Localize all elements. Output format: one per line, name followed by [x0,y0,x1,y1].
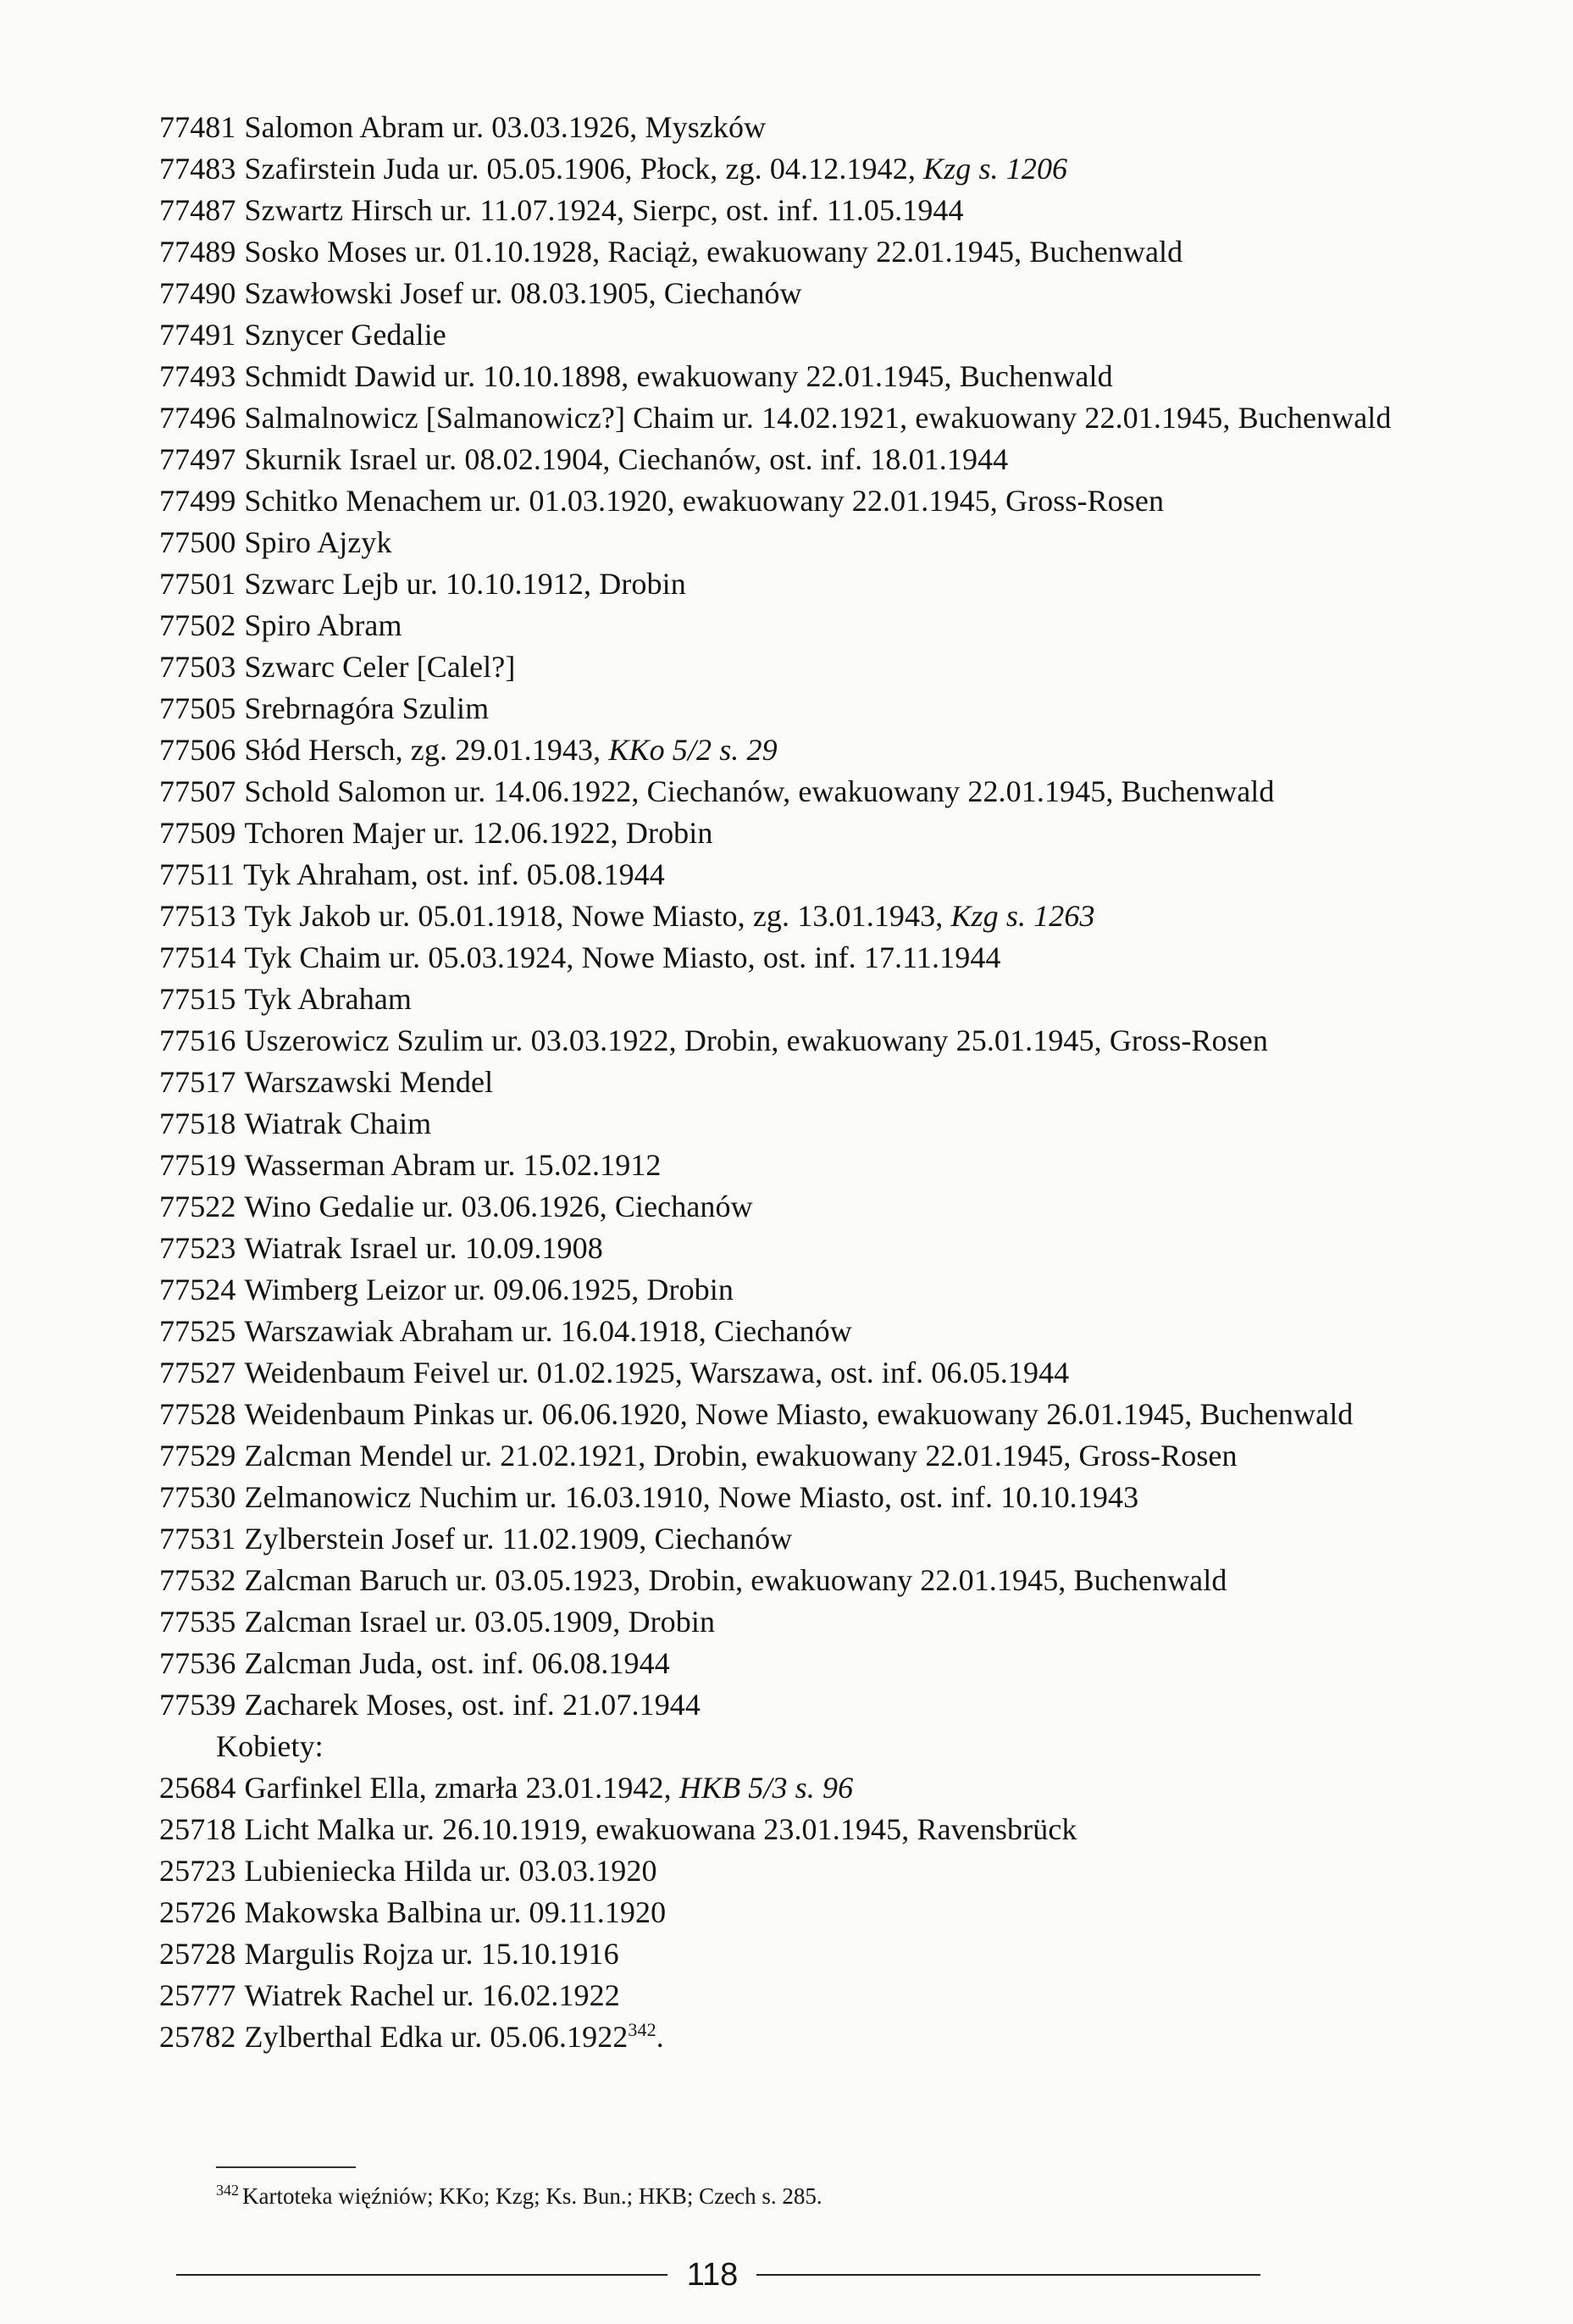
prisoner-number: 77493 [159,359,236,393]
page-number-rule-left [176,2274,667,2276]
entry-text: Wino Gedalie ur. 03.06.1926, Ciechanów [244,1190,753,1223]
entry-text: Zelmanowicz Nuchim ur. 16.03.1910, Nowe Miasto, ost. inf. 10.10.1943 [244,1480,1139,1514]
list-item [159,439,1531,480]
entry-text: Salmalnowicz [Salmanowicz?] Chaim ur. 14.02.1921, ewakuowany 22.01.1945, Buchenwald [244,401,1392,435]
prisoner-number: 77518 [159,1107,236,1140]
prisoner-number: 77506 [159,733,236,767]
entry-text: Lubieniecka Hilda ur. 03.03.1920 [244,1854,657,1888]
source-citation: Kzg s. 1263 [950,899,1095,933]
prisoner-number: 77507 [159,774,236,808]
prisoner-number: 25782 [159,2020,236,2054]
list-item [159,1435,1531,1477]
list-item [159,148,1531,190]
list-item [159,646,1531,688]
list-item [159,1560,1531,1601]
list-item [159,1975,1531,2016]
source-citation: KKo 5/2 s. 29 [608,733,778,767]
list-item [159,314,1531,356]
entry-text: Tyk Ahraham, ost. inf. 05.08.1944 [243,857,665,891]
prisoner-number: 77515 [159,982,236,1016]
prisoner-number: 77502 [159,608,236,642]
prisoner-number: 77532 [159,1563,236,1597]
prisoner-number: 25728 [159,1937,236,1971]
entry-text: Schmidt Dawid ur. 10.10.1898, ewakuowany 22.01.1945, Buchenwald [244,359,1113,393]
prisoner-number: 77505 [159,691,236,725]
entry-text: Wiatrak Israel ur. 10.09.1908 [244,1231,603,1265]
entry-text: Szwarc Lejb ur. 10.10.1912, Drobin [244,567,686,601]
prisoner-number: 77483 [159,152,236,186]
entry-text: Weidenbaum Pinkas ur. 06.06.1920, Nowe Miasto, ewakuowany 26.01.1945, Buchenwald [244,1397,1354,1431]
entry-text: Szafirstein Juda ur. 05.05.1906, Płock, zg. 04.12.1942, [244,152,916,186]
list-item [159,1020,1531,1062]
page-number: 118 [686,2257,739,2293]
entry-text: Tyk Chaim ur. 05.03.1924, Nowe Miasto, ost. inf. 17.11.1944 [244,940,1001,974]
prisoner-number: 77522 [159,1190,236,1223]
entry-text: Zylberthal Edka ur. 05.06.1922 [244,2020,629,2054]
list-item [159,1933,1531,1975]
prisoner-number: 25723 [159,1854,236,1888]
source-citation: Kzg s. 1206 [923,152,1068,186]
list-item [159,107,1531,148]
prisoner-number: 77539 [159,1688,236,1722]
entry-text: Skurnik Israel ur. 08.02.1904, Ciechanów, ost. inf. 18.01.1944 [244,442,1009,476]
list-item [159,1643,1531,1684]
list-item [159,190,1531,231]
list-item [159,397,1531,439]
list-item [159,1477,1531,1518]
list-item [159,356,1531,397]
entry-text: Warszawski Mendel [244,1065,494,1099]
entry-text: Warszawiak Abraham ur. 16.04.1918, Ciechanów [244,1314,852,1348]
prisoner-number: 77536 [159,1646,236,1680]
list-item [159,1892,1531,1933]
entry-text: Zylberstein Josef ur. 11.02.1909, Ciechanów [244,1522,793,1556]
entry-text: Sznycer Gedalie [244,318,446,352]
list-item [159,1684,1531,1726]
entry-text: Zalcman Baruch ur. 03.05.1923, Drobin, ewakuowany 22.01.1945, Buchenwald [244,1563,1227,1597]
list-item [159,1228,1531,1269]
list-item [159,688,1531,729]
entry-text: Zacharek Moses, ost. inf. 21.07.1944 [244,1688,701,1722]
entry-text: Margulis Rojza ur. 15.10.1916 [244,1937,619,1971]
list-item [159,605,1531,646]
entry-text: Szawłowski Josef ur. 08.03.1905, Ciechanów [244,276,802,310]
entry-text: Zalcman Mendel ur. 21.02.1921, Drobin, ewakuowany 22.01.1945, Gross-Rosen [244,1439,1238,1473]
list-item [159,1601,1531,1643]
list-item [159,896,1531,937]
prisoner-number: 77525 [159,1314,236,1348]
footnote-text: Kartoteka więźniów; KKo; Kzg; Ks. Bun.; HKB; Czech s. 285. [242,2183,823,2209]
entry-text: Szwarc Celer [Calel?] [244,650,516,684]
prisoner-number: 77513 [159,899,236,933]
entry-text: Zalcman Juda, ost. inf. 06.08.1944 [244,1646,670,1680]
prisoner-number: 77516 [159,1023,236,1057]
prisoner-number: 25726 [159,1895,236,1929]
prisoner-number: 77499 [159,484,236,518]
footnote-mark: 342 [216,2182,239,2199]
entry-text: Słód Hersch, zg. 29.01.1943, [244,733,601,767]
entry-text: Spiro Ajzyk [244,525,392,559]
entry-text: Tyk Abraham [244,982,413,1016]
prisoner-number: 77491 [159,318,236,352]
list-item [159,1767,1531,1809]
list-item [159,1269,1531,1311]
entry-text: Wiatrek Rachel ur. 16.02.1922 [244,1978,620,2012]
entry-text: Szwartz Hirsch ur. 11.07.1924, Sierpc, ost. inf. 11.05.1944 [244,193,964,227]
list-item [159,813,1531,854]
footnote-divider [216,2166,356,2168]
entry-text: Schold Salomon ur. 14.06.1922, Ciechanów, ewakuowany 22.01.1945, Buchenwald [244,774,1275,808]
list-item [159,522,1531,563]
list-item [159,979,1531,1020]
prisoner-number: 77523 [159,1231,236,1265]
entry-text: Weidenbaum Feivel ur. 01.02.1925, Warszawa, ost. inf. 06.05.1944 [244,1356,1070,1389]
entry-text: Makowska Balbina ur. 09.11.1920 [244,1895,667,1929]
prisoner-number: 25718 [159,1812,236,1846]
list-item [159,231,1531,273]
prisoner-number: 77487 [159,193,236,227]
list-item [159,1103,1531,1145]
entry-text: Zalcman Israel ur. 03.05.1909, Drobin [244,1605,716,1639]
prisoner-number: 77500 [159,525,236,559]
prisoner-number: 77517 [159,1065,236,1099]
entry-text: Licht Malka ur. 26.10.1919, ewakuowana 23.01.1945, Ravensbrück [244,1812,1077,1846]
list-item [159,1311,1531,1352]
list-item [159,1850,1531,1892]
entry-text: Schitko Menachem ur. 01.03.1920, ewakuowany 22.01.1945, Gross-Rosen [244,484,1165,518]
list-item [159,1518,1531,1560]
prisoner-number: 77501 [159,567,236,601]
footnote-reference: 342 [628,2019,656,2040]
list-item [159,729,1531,771]
prisoner-number: 77530 [159,1480,236,1514]
footnote [216,2182,823,2210]
entry-text: Spiro Abram [244,608,402,642]
prisoner-number: 77497 [159,442,236,476]
list-item [159,1352,1531,1394]
list-item [159,273,1531,314]
list-item [159,937,1531,979]
list-item [159,771,1531,813]
list-item [159,854,1531,896]
prisoner-number: 77519 [159,1148,236,1182]
prisoner-number: 77531 [159,1522,236,1556]
prisoner-number: 77490 [159,276,236,310]
entry-list [159,107,1531,2058]
prisoner-number: 25684 [159,1771,236,1805]
entry-text: Tyk Jakob ur. 05.01.1918, Nowe Miasto, zg. 13.01.1943, [244,899,944,933]
page-number-rule-right [756,2274,1260,2276]
list-item [159,1809,1531,1850]
list-item [159,480,1531,522]
prisoner-number: 77511 [159,857,235,891]
list-item [159,563,1531,605]
list-item [159,2016,1531,2058]
prisoner-number: 77496 [159,401,236,435]
list-item [159,1394,1531,1435]
prisoner-number: 25777 [159,1978,236,2012]
entry-text: Tchoren Majer ur. 12.06.1922, Drobin [244,816,713,850]
prisoner-number: 77527 [159,1356,236,1389]
prisoner-number: 77514 [159,940,236,974]
entry-text: Wiatrak Chaim [244,1107,432,1140]
list-item [159,1062,1531,1103]
prisoner-number: 77481 [159,110,236,144]
entry-text: Wimberg Leizor ur. 09.06.1925, Drobin [244,1273,734,1306]
list-item [159,1186,1531,1228]
prisoner-number: 77524 [159,1273,236,1306]
entry-text: Garfinkel Ella, zmarła 23.01.1942, [244,1771,672,1805]
entry-text: Salomon Abram ur. 03.03.1926, Myszków [244,110,767,144]
prisoner-number: 77535 [159,1605,236,1639]
prisoner-number: 77529 [159,1439,236,1473]
entry-trailing: . [656,2020,664,2054]
source-citation: HKB 5/3 s. 96 [678,1771,854,1805]
section-heading-women: Kobiety: [216,1729,324,1763]
entry-text: Srebrnagóra Szulim [244,691,490,725]
list-item [159,1145,1531,1186]
entry-text: Wasserman Abram ur. 15.02.1912 [244,1148,662,1182]
prisoner-number: 77489 [159,235,236,269]
prisoner-number: 77528 [159,1397,236,1431]
entry-text: Sosko Moses ur. 01.10.1928, Raciąż, ewakuowany 22.01.1945, Buchenwald [244,235,1183,269]
entry-text: Uszerowicz Szulim ur. 03.03.1922, Drobin, ewakuowany 25.01.1945, Gross-Rosen [244,1023,1268,1057]
prisoner-number: 77509 [159,816,236,850]
prisoner-number: 77503 [159,650,236,684]
